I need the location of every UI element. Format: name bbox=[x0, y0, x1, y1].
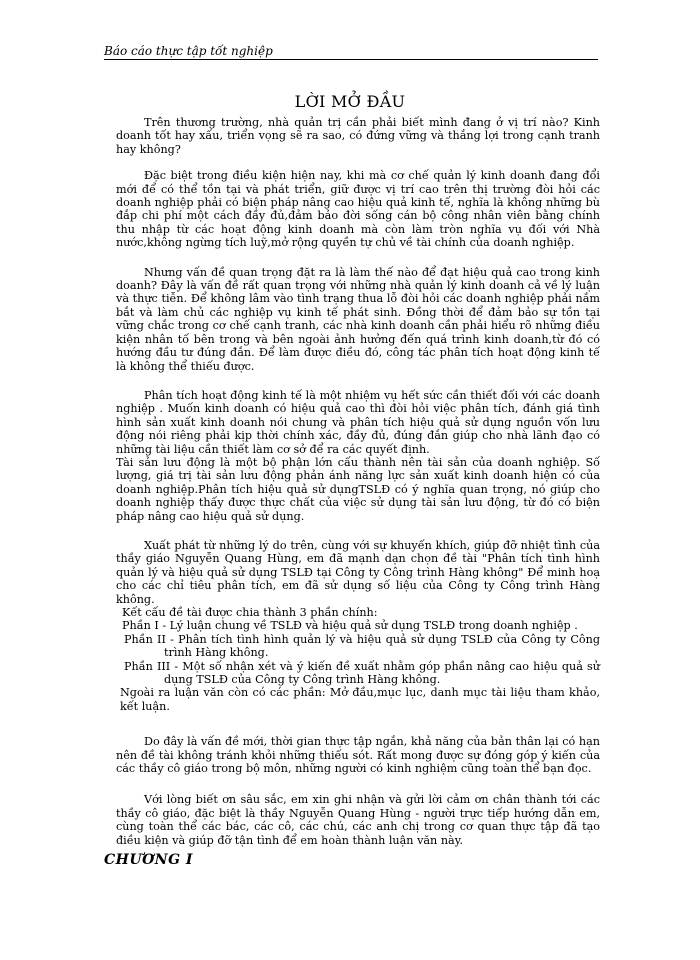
paragraph-8: Ngoài ra luận văn còn có các phần: Mở đầu,mục lục, danh mục tài liệu tham khảo, kết luận. bbox=[120, 686, 600, 713]
paragraph-structure: Kết cấu đề tài được chia thành 3 phần chính: bbox=[122, 606, 378, 619]
paragraph-3: Nhưng vấn đề quan trọng đặt ra là làm thế nào để đạt hiệu quả cao trong kinh doanh? Đây là vấn đề rất quan trọng với những nhà quản lý kinh doanh cả về lý luận và thực tiễn. Để không lâm vào tình trạng thua lỗ đòi hỏi các doanh nghiệp phải nắm bắt và làm chủ các nghiệp vụ kinh tế phát sinh. Đồng thời để đảm bảo sự tồn tại vững chắc trong cơ chế cạnh tranh, các nhà kinh doanh cần phải hiểu rõ những điều kiện nhân tố bên trong và bên ngoài ảnh hưởng đến quá trình kinh doanh,từ đó có hướng đầu tư đúng đắn. Để làm được điều đó, công tác phân tích hoạt động kinh tế là không thể thiếu được. bbox=[116, 265, 600, 373]
page-title: LỜI MỞ ĐẦU bbox=[294, 92, 406, 111]
page-header: Báo cáo thực tập tốt nghiệp bbox=[104, 44, 598, 60]
paragraph-6: Xuất phát từ những lý do trên, cùng với sự khuyến khích, giúp đỡ nhiệt tình của thầy giáo Nguyễn Quang Hùng, em đã mạnh dạn chọn đề tài "Phân tích tình hình quản lý và hiệu quả sử dụng TSLĐ tại Công ty Công trình Hàng không" Để minh hoạ cho các chỉ tiêu phân tích, em đã sử dụng số liệu của Công ty Công trình Hàng không. bbox=[116, 538, 600, 606]
paragraph-10: Với lòng biết ơn sâu sắc, em xin ghi nhận và gửi lời cảm ơn chân thành tới các thầy cô giáo, đặc biệt là thầy Nguyễn Quang Hùng - người trực tiếp hướng dẫn em, cùng toàn thể các bác, các cô, các chú, các anh chị trong cơ quan thực tập đã tạo điều kiện và giúp đỡ tận tình để em hoàn thành luận văn này. bbox=[116, 793, 600, 847]
document-body bbox=[116, 116, 600, 847]
part-2-item: Phần II - Phân tích tình hình quản lý và hiệu quả sử dụng TSLĐ của Công ty Công trình Hàng không. bbox=[124, 632, 600, 660]
paragraph-2: Đặc biệt trong điều kiện hiện nay, khi mà cơ chế quản lý kinh doanh đang đổi mới để có thể tồn tại và phát triển, giữ được vị trí cao trên thị trường đòi hỏi các doanh nghiệp phải có biện pháp nâng cao hiệu quả kinh tế, nghĩa là không những bù đắp chi phí một cách đầy đủ,đảm bảo đời sống cán bộ công nhân viên bằng chính thu nhập từ các hoạt động kinh doanh mà còn làm tròn nghĩa vụ đối với Nhà nước,không ngừng tích luỹ,mở rộng quyền tự chủ về tài chính của doanh nghiệp. bbox=[116, 169, 600, 250]
paragraph-9: Do đây là vấn đề mới, thời gian thực tập ngắn, khả năng của bản thân lại có hạn nên đề tài không tránh khỏi những thiếu sót. Rất mong được sự đóng góp ý kiến của các thầy cô giáo trong bộ môn, những người có kinh nghiệm cũng toàn thể bạn đọc. bbox=[116, 735, 600, 776]
part-3-item: Phần III - Một số nhận xét và ý kiến đề xuất nhằm góp phần nâng cao hiệu quả sử dụng TSLĐ của Công ty Công trình Hàng không. bbox=[124, 659, 600, 687]
chapter-heading: CHƯƠNG I bbox=[104, 852, 193, 868]
paragraph-5: Tài sản lưu động là một bộ phận lớn cấu thành nên tài sản của doanh nghiệp. Số lượng, giá trị tài sản lưu động phản ánh năng lực sản xuất kinh doanh hiện có của doanh nghiệp.Phân tích hiệu quả sử dụngTSLĐ có ý nghĩa quan trọng, nó giúp cho doanh nghiệp thấy được thực chất của việc sử dụng tài sản lưu động, từ đó có biện pháp nâng cao hiệu quả sử dụng. bbox=[116, 455, 600, 523]
paragraph-1: Trên thương trường, nhà quản trị cần phải biết mình đang ở vị trí nào? Kinh doanh tốt hay xấu, triển vọng sẽ ra sao, có đứng vững và thắng lợi trong cạnh tranh hay không? bbox=[116, 116, 600, 156]
paragraph-4: Phân tích hoạt động kinh tế là một nhiệm vụ hết sức cần thiết đối với các doanh nghiệp . Muốn kinh doanh có hiệu quả cao thì đòi hỏi việc phân tích, đánh giá tình hình sản xuất kinh doanh nói chung và phân tích hiệu quả sử dụng nguồn vốn lưu động nói riêng phải kịp thời chính xác, đầy đủ, đúng đắn giúp cho nhà lãnh đạo có những tài liệu cần thiết làm cơ sở để ra các quyết định. bbox=[116, 388, 600, 456]
part-1-item: Phần I - Lý luận chung về TSLĐ và hiệu quả sử dụng TSLĐ trong doanh nghiệp . bbox=[122, 619, 578, 633]
